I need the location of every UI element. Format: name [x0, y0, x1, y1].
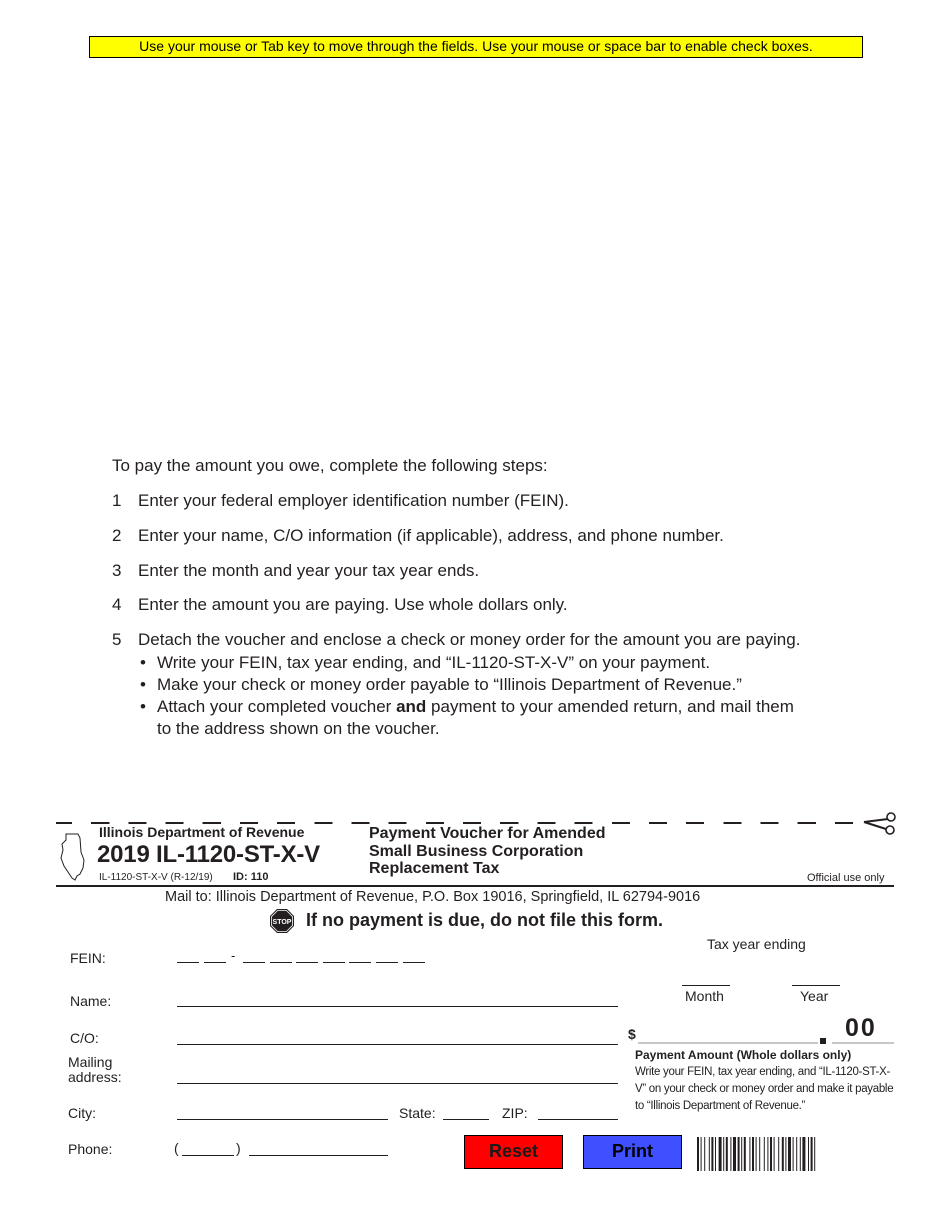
month-input[interactable] — [682, 985, 730, 986]
bullet-dot: • — [140, 653, 146, 672]
instructions-intro: To pay the amount you owe, complete the following steps: — [112, 456, 548, 475]
dollar-sign: $ — [628, 1026, 636, 1042]
fein-label: FEIN: — [70, 950, 106, 966]
step-text: Enter the amount you are paying. Use whole dollars only. — [138, 595, 568, 614]
step-number: 4 — [112, 595, 122, 614]
print-button[interactable]: Print — [583, 1135, 682, 1169]
cents-value: 00 — [845, 1014, 877, 1042]
phone-area-code-input[interactable] — [182, 1155, 234, 1156]
year-label: Year — [800, 988, 829, 1004]
bullet-dot: • — [140, 675, 146, 694]
no-payment-warning: If no payment is due, do not file this form. — [306, 910, 664, 930]
tax-year-ending-label: Tax year ending — [707, 936, 806, 952]
bullet-text: Make your check or money order payable to “Illinois Department of Revenue.” — [157, 675, 742, 694]
month-label: Month — [685, 988, 724, 1004]
voucher-title-line: Payment Voucher for Amended — [369, 825, 606, 842]
payment-amount-title: Payment Amount (Whole dollars only) — [635, 1048, 852, 1062]
step-number: 5 — [112, 630, 122, 649]
bullet-attach-continued: to the address shown on the voucher. — [157, 719, 440, 738]
instructions-banner: Use your mouse or Tab key to move through the fields. Use your mouse or space bar to enable check boxes. — [89, 36, 863, 58]
scissors-icon — [862, 810, 896, 836]
form-title: 2019 IL-1120-ST-X-V — [97, 841, 320, 868]
stop-sign-text: STOP — [272, 919, 292, 926]
bullet-dot: • — [140, 697, 146, 716]
reset-button[interactable]: Reset — [464, 1135, 563, 1169]
step-text: Enter your federal employer identification number (FEIN). — [138, 491, 569, 510]
payment-amount-input[interactable] — [638, 1042, 818, 1044]
bullet-text-part: payment to your amended return, and mail them — [426, 697, 794, 716]
bullet-text: Write your FEIN, tax year ending, and “IL-1120-ST-X-V” on your payment. — [157, 653, 711, 672]
co-input[interactable] — [177, 1044, 618, 1045]
phone-paren-open: ( — [174, 1140, 179, 1156]
payment-amount-description: Write your FEIN, tax year ending, and “IL-1120-ST-X-V” on your check or money order and make it payable to “Illinois Department of Revenue.” — [635, 1066, 894, 1112]
step-text: Detach the voucher and enclose a check or money order for the amount you are paying. — [138, 630, 801, 649]
decimal-point — [820, 1038, 826, 1044]
barcode — [697, 1137, 894, 1171]
mailing-address-text: Mail to: Illinois Department of Revenue, P.O. Box 19016, Springfield, IL 62794-9016 — [165, 889, 701, 905]
form-revision: IL-1120-ST-X-V (R-12/19) — [99, 872, 213, 883]
mailing-address-label-line: Mailing — [68, 1054, 113, 1070]
state-input[interactable] — [443, 1119, 489, 1120]
header-divider — [56, 885, 894, 887]
state-label: State: — [399, 1105, 436, 1121]
illinois-state-outline-icon — [58, 832, 90, 882]
mailing-address-input[interactable] — [177, 1083, 618, 1084]
stop-sign-icon — [269, 908, 295, 934]
official-use-label: Official use only — [807, 872, 885, 884]
form-id: ID: 110 — [233, 871, 269, 883]
step-text: Enter your name, C/O information (if applicable), address, and phone number. — [138, 526, 724, 545]
step-text: Enter the month and year your tax year ends. — [138, 561, 480, 580]
fein-input[interactable] — [177, 948, 427, 970]
voucher-title-line: Replacement Tax — [369, 860, 500, 877]
department-name: Illinois Department of Revenue — [99, 824, 305, 840]
step-number: 1 — [112, 491, 122, 510]
co-label: C/O: — [70, 1030, 99, 1046]
voucher-title — [369, 825, 606, 878]
zip-label: ZIP: — [502, 1105, 528, 1121]
year-input[interactable] — [792, 985, 840, 986]
name-label: Name: — [70, 993, 112, 1009]
mailing-address-label-line: address: — [68, 1069, 122, 1085]
phone-label: Phone: — [68, 1141, 113, 1157]
city-label: City: — [68, 1105, 96, 1121]
step-number: 3 — [112, 561, 122, 580]
zip-input[interactable] — [538, 1119, 618, 1120]
bullet-text-bold: and — [396, 697, 427, 716]
voucher-title-line: Small Business Corporation — [369, 842, 584, 860]
fein-dash: - — [231, 948, 236, 963]
mailing-address-label — [68, 1055, 122, 1085]
bullet-text — [157, 696, 794, 718]
step-number: 2 — [112, 526, 122, 545]
phone-paren-close: ) — [236, 1140, 241, 1156]
phone-number-input[interactable] — [249, 1155, 388, 1156]
city-input[interactable] — [177, 1119, 388, 1120]
name-input[interactable] — [177, 1006, 618, 1007]
bullet-text-part: Attach your completed voucher — [157, 697, 397, 716]
